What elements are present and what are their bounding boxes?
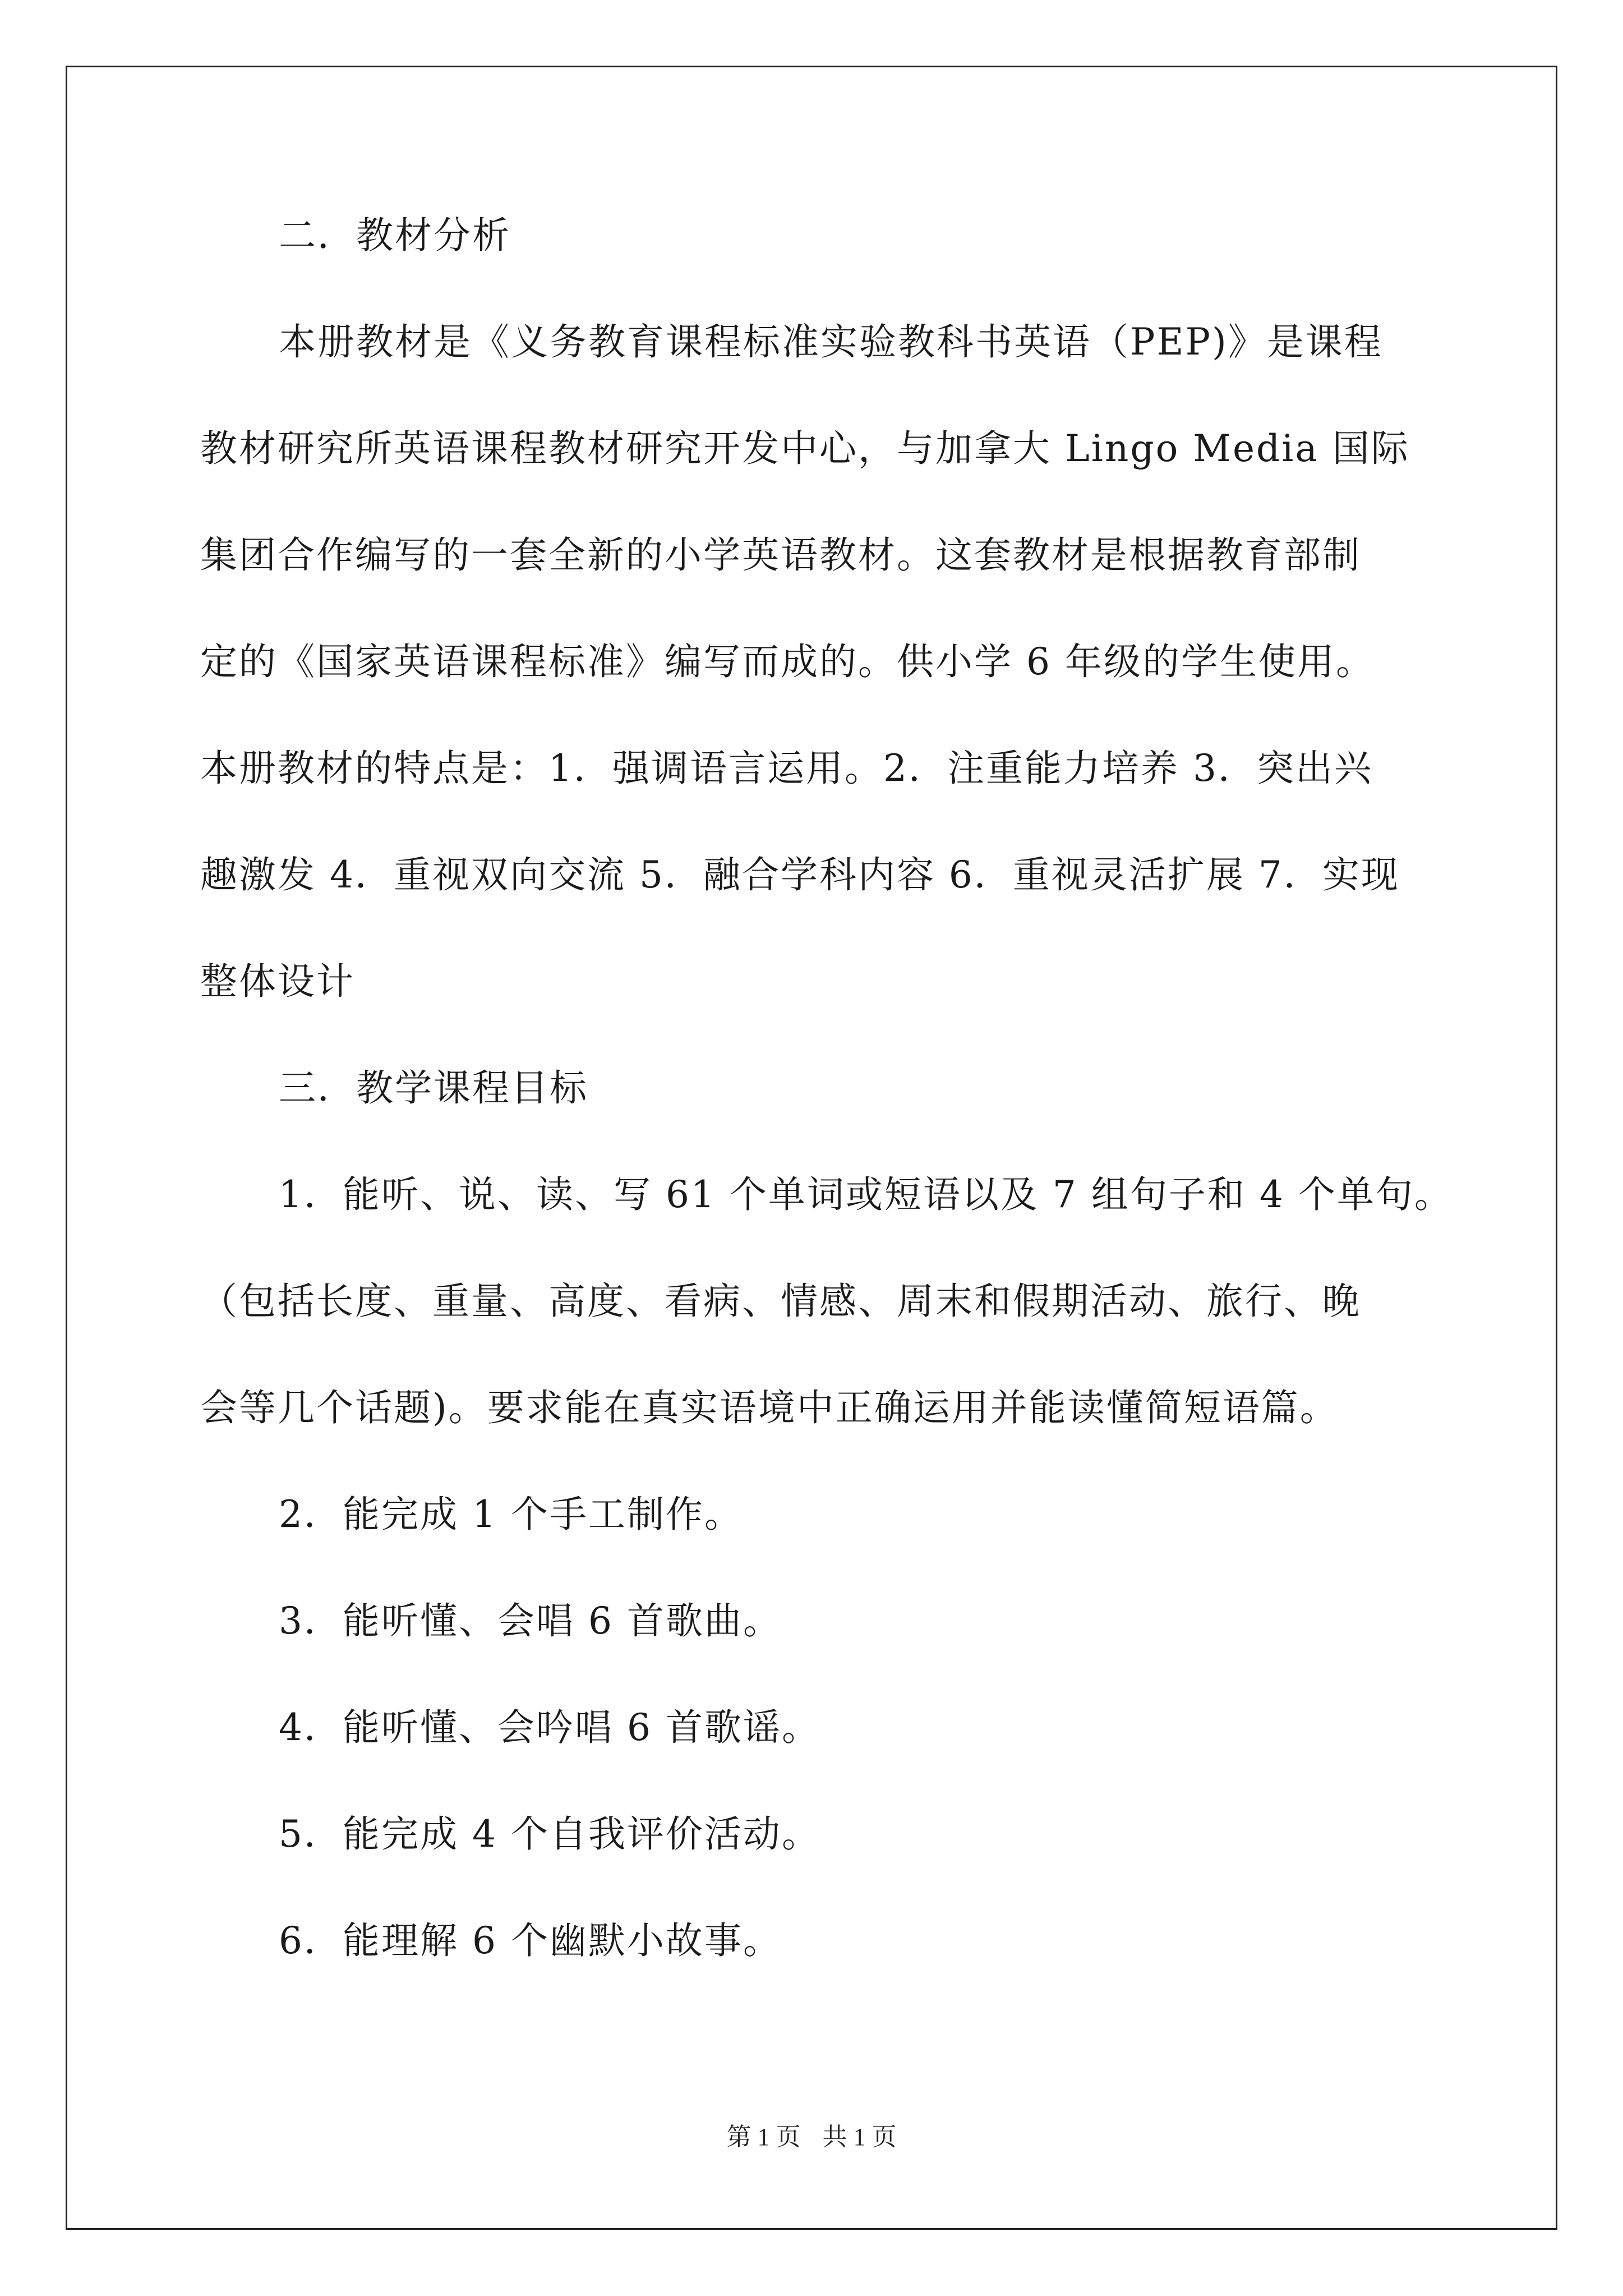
list-item: 5．能完成 4 个自我评价活动。 [279, 1812, 820, 1856]
section-heading-course-goals: 三．教学课程目标 [279, 1066, 588, 1110]
paragraph-line: 本册教材的特点是：1．强调语言运用。2．注重能力培养 3．突出兴 [200, 747, 1373, 790]
list-item-continuation: （包括长度、重量、高度、看病、情感、周末和假期活动、旅行、晚 [200, 1280, 1361, 1323]
page-border [66, 66, 1557, 2230]
paragraph-line: 整体设计 [200, 960, 355, 1003]
list-item: 3．能听懂、会唱 6 首歌曲。 [279, 1599, 782, 1642]
list-item: 2．能完成 1 个手工制作。 [279, 1493, 743, 1536]
paragraph-line: 集团合作编写的一套全新的小学英语教材。这套教材是根据教育部制 [200, 533, 1361, 577]
paragraph-line: 趣激发 4．重视双向交流 5．融合学科内容 6．重视灵活扩展 7．实现 [200, 853, 1400, 896]
list-item: 4．能听懂、会吟唱 6 首歌谣。 [279, 1706, 820, 1749]
paragraph-line: 定的《国家英语课程标准》编写而成的。供小学 6 年级的学生使用。 [200, 640, 1375, 683]
list-item-continuation: 会等几个话题)。要求能在真实语境中正确运用并能读懂简短语篇。 [200, 1386, 1339, 1429]
page-footer [0, 2120, 1623, 2154]
list-item: 6．能理解 6 个幽默小故事。 [279, 1919, 782, 1962]
paragraph-line: 教材研究所英语课程教材研究开发中心，与加拿大 Lingo Media 国际 [200, 427, 1410, 470]
page-number: 第 1 页 [726, 2123, 801, 2151]
list-item: 1．能听、说、读、写 61 个单词或短语以及 7 组句子和 4 个单句。 [279, 1173, 1453, 1216]
page-total: 共 1 页 [822, 2123, 897, 2151]
section-heading-textbook-analysis: 二．教材分析 [279, 214, 511, 257]
paragraph-line: 本册教材是《义务教育课程标准实验教科书英语（PEP)》是课程 [279, 320, 1383, 364]
